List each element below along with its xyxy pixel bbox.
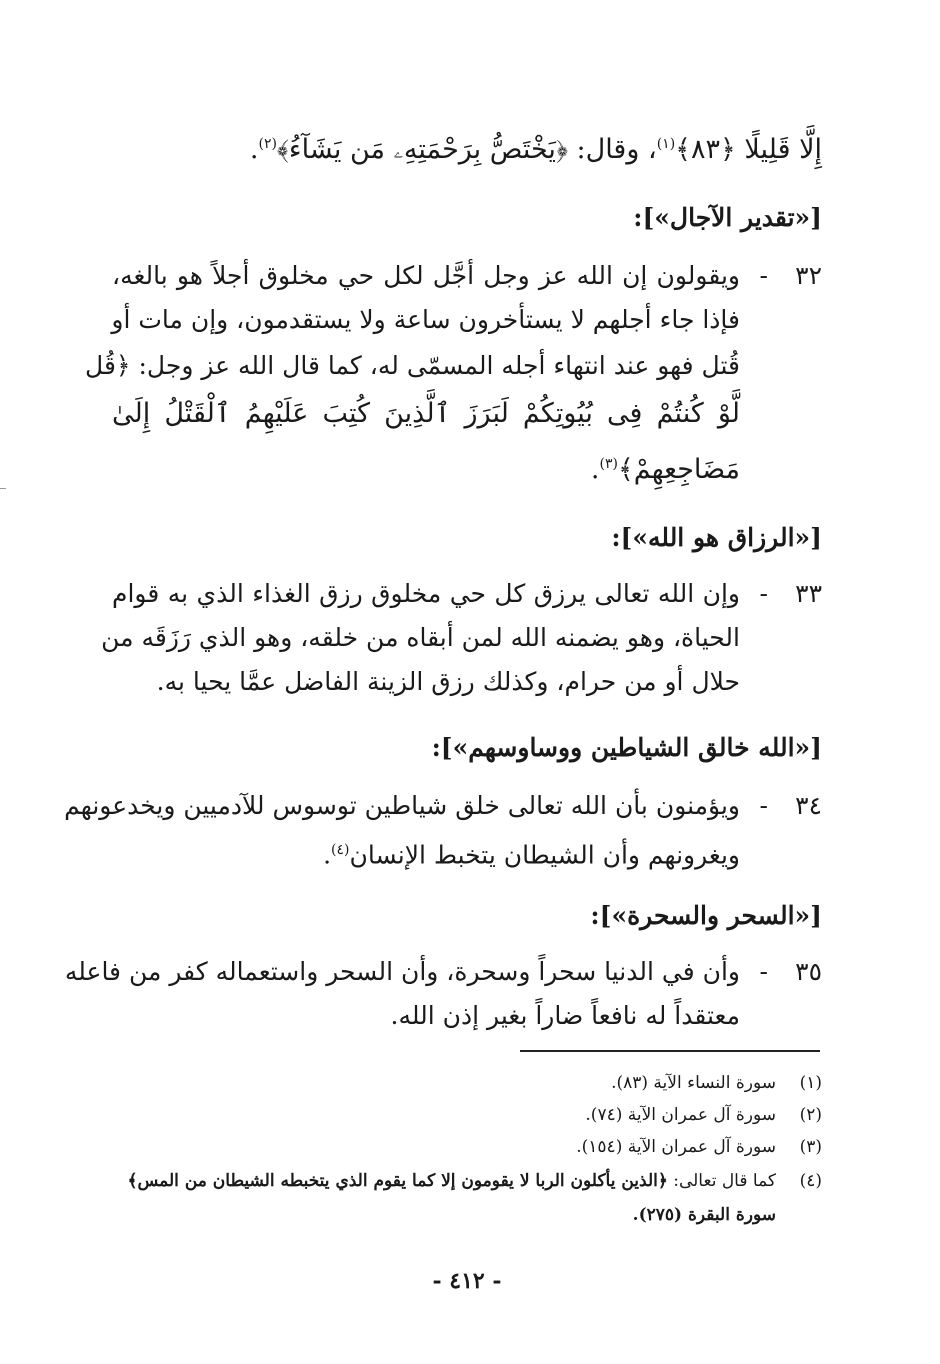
scan-edge-mark bbox=[0, 488, 6, 489]
page-number: - ٤١٢ - bbox=[432, 1268, 502, 1294]
footnote-number: (٤) bbox=[799, 1171, 822, 1191]
paragraph-line: الحياة، وهو يضمنه الله لمن أبقاه من خلقه، وهو الذي رَزَقَه من bbox=[101, 623, 740, 652]
quran-line: لَّوْ كُنتُمْ فِى بُيُوتِكُمْ لَبَرَزَ ٱلَّذِينَ كُتِبَ عَلَيْهِمُ ٱلْقَتْلُ إِلَىٰ bbox=[112, 398, 740, 429]
footnote-quran-quote: ﴿الذين يأكلون الربا لا يقومون إلا كما يقوم الذي يتخبطه الشيطان من المس﴾ bbox=[127, 1171, 668, 1191]
period: . bbox=[590, 454, 600, 485]
footnote-text bbox=[128, 1168, 776, 1194]
quran-quote: مَضَاجِعِهِمْ﴾ bbox=[617, 454, 740, 485]
footnote-text-intro: كما قال تعالى: bbox=[667, 1171, 776, 1191]
section-heading: [«الله خالق الشياطين ووساوسهم»]: bbox=[431, 733, 822, 762]
footnote-text: سورة آل عمران الآية (١٥٤). bbox=[576, 1137, 776, 1157]
paragraph-number: ٣٥ bbox=[795, 957, 822, 986]
footnote-ref: (٤) bbox=[331, 842, 350, 858]
quran-quote: إِلَّا قَلِيلًا ﴿٨٣﴾ bbox=[675, 134, 822, 165]
paragraph-number: ٣٢ bbox=[795, 261, 822, 290]
paragraph-line bbox=[112, 830, 822, 875]
paragraph-dash: - bbox=[759, 957, 768, 986]
paragraph-dash: - bbox=[759, 261, 768, 290]
footnote-ref: (١) bbox=[656, 136, 676, 152]
paragraph-line: فإذا جاء أجلهم لا يستأخرون ساعة ولا يستقدمون، وإن مات أو bbox=[111, 305, 740, 334]
continuation-line bbox=[112, 124, 822, 170]
footnote-number: (١) bbox=[799, 1073, 822, 1093]
footnote-number: (٣) bbox=[799, 1137, 822, 1157]
paragraph-dash: - bbox=[759, 579, 768, 608]
paragraph-line: ويؤمنون بأن الله تعالى خلق شياطين توسوس للآدميين ويخدعونهم bbox=[64, 791, 740, 820]
footnote-ref: (٣) bbox=[599, 456, 618, 472]
footnote-text: سورة البقرة (٢٧٥). bbox=[632, 1205, 776, 1225]
paragraph-line: وإن الله تعالى يرزق كل حي مخلوق رزق الغذاء الذي به قوام bbox=[112, 579, 740, 608]
paragraph-line: ويقولون إن الله عز وجل أجَّل لكل حي مخلوق أجلاً هو بالغه، bbox=[112, 261, 740, 290]
paragraph-line: قُتل فهو عند انتهاء أجله المسمّى له، كما قال الله عز وجل: ﴿قُل bbox=[85, 351, 740, 380]
footnote-number: (٢) bbox=[799, 1105, 822, 1125]
paragraph-line: معتقداً له نافعاً ضاراً بغير إذن الله. bbox=[390, 1001, 740, 1030]
footnote-text: سورة آل عمران الآية (٧٤). bbox=[585, 1105, 776, 1125]
section-heading: [«تقدير الآجال»]: bbox=[633, 203, 822, 232]
section-heading: [«السحر والسحرة»]: bbox=[590, 901, 822, 930]
paragraph-line: حلال أو من حرام، وكذلك رزق الزينة الفاضل عمَّا يحيا به. bbox=[156, 667, 740, 696]
section-heading: [«الرزاق هو الله»]: bbox=[611, 523, 822, 552]
paragraph-text: ويغرونهم وأن الشيطان يتخبط الإنسان bbox=[349, 840, 740, 870]
paragraph-number: ٣٣ bbox=[795, 579, 822, 608]
footnote-ref: (٢) bbox=[258, 136, 277, 152]
document-page bbox=[64, 0, 822, 1364]
period: . bbox=[323, 840, 332, 870]
footnote-text: سورة النساء الآية (٨٣). bbox=[611, 1073, 776, 1093]
paragraph-number: ٣٤ bbox=[795, 791, 822, 820]
quran-line bbox=[112, 444, 822, 490]
paragraph-line: وأن في الدنيا سحراً وسحرة، وأن السحر واستعماله كفر من فاعله bbox=[64, 957, 740, 986]
period: . bbox=[249, 134, 259, 165]
paragraph-dash: - bbox=[759, 791, 768, 820]
footnote-separator bbox=[520, 1050, 820, 1052]
quran-quote: ، وقال: ﴿يَخْتَصُّ بِرَحْمَتِهِۦ مَن يَشَآءُ﴾ bbox=[276, 134, 657, 165]
